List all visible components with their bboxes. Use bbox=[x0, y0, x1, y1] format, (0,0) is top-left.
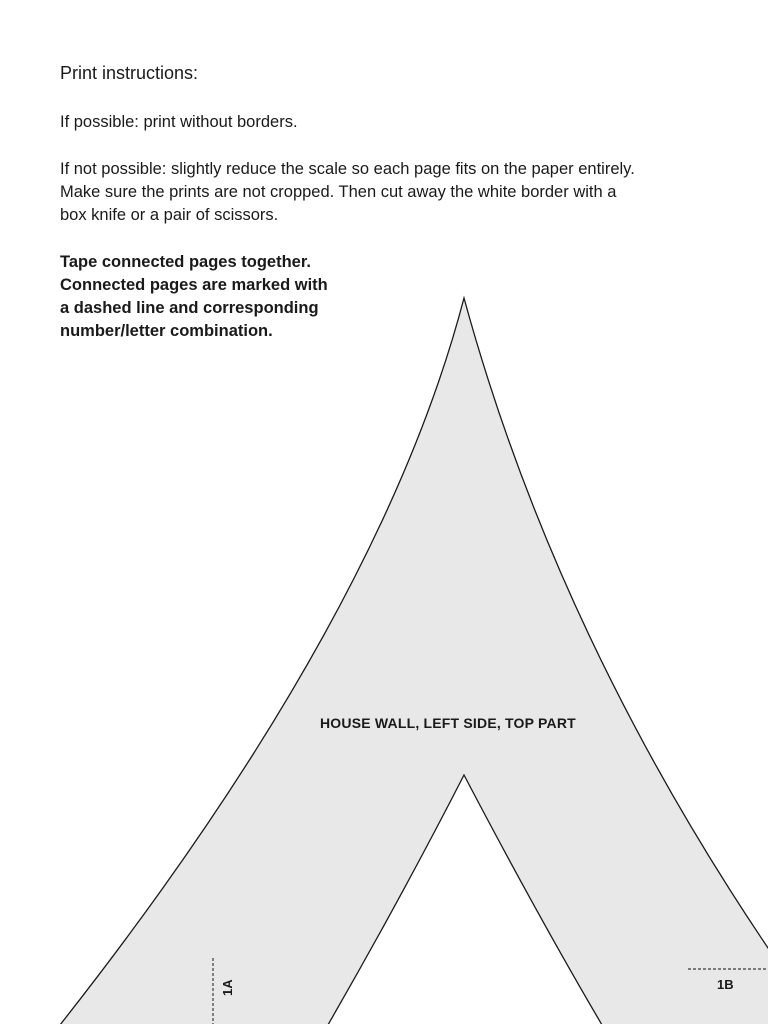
instructions-line: Connected pages are marked with bbox=[60, 276, 328, 294]
instructions-line: number/letter combination. bbox=[60, 322, 273, 340]
house-wall-shape bbox=[56, 298, 768, 1024]
marker-1b: 1B bbox=[717, 977, 734, 992]
marker-1a: 1A bbox=[220, 979, 235, 996]
instructions-line: box knife or a pair of scissors. bbox=[60, 206, 279, 224]
part-label: HOUSE WALL, LEFT SIDE, TOP PART bbox=[320, 715, 576, 731]
instructions-line: Make sure the prints are not cropped. Then cut away the white border with a bbox=[60, 183, 617, 201]
print-instructions bbox=[60, 62, 750, 343]
instructions-line: a dashed line and corresponding bbox=[60, 299, 319, 317]
instructions-borderless: If possible: print without borders. bbox=[60, 113, 298, 131]
instructions-line: If not possible: slightly reduce the scale so each page fits on the paper entirely. bbox=[60, 160, 635, 178]
instructions-reduce-scale bbox=[60, 158, 750, 227]
instructions-line: Tape connected pages together. bbox=[60, 253, 311, 271]
instructions-heading: Print instructions: bbox=[60, 63, 199, 83]
instructions-tape-pages bbox=[60, 251, 370, 343]
